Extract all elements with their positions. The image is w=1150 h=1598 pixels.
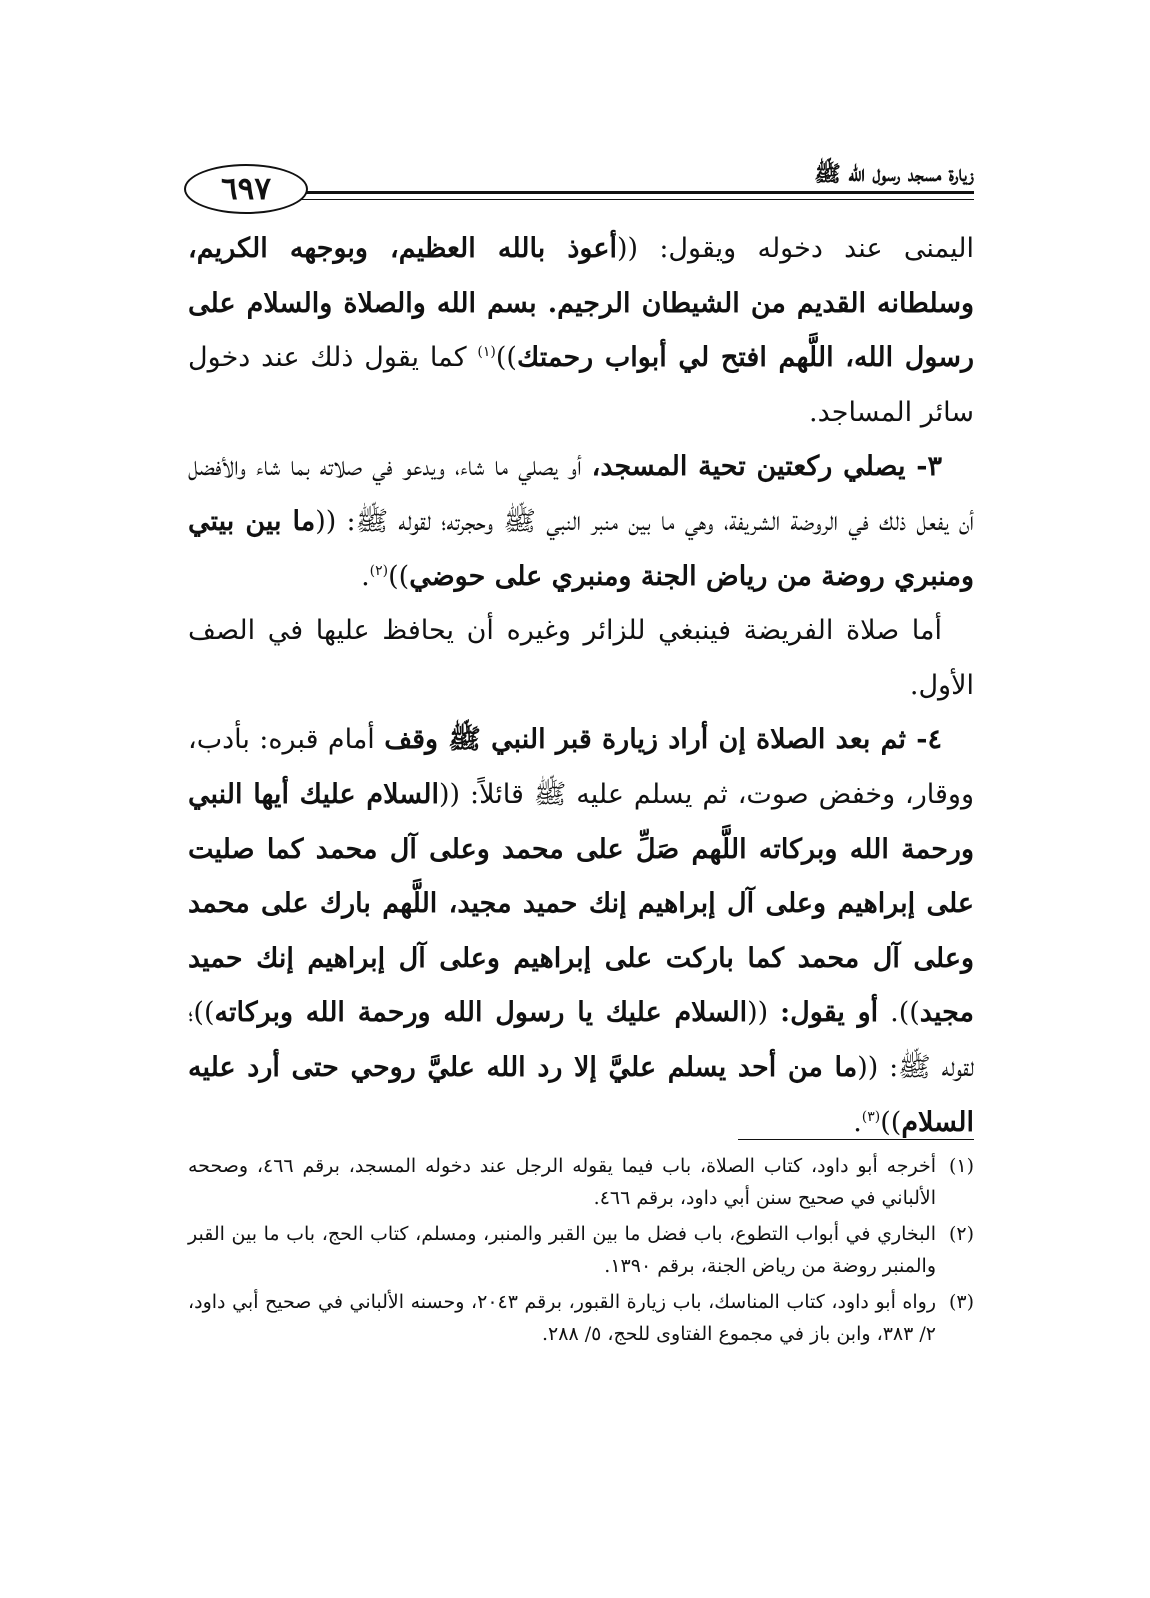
text-run: ((: [747, 997, 781, 1029]
text-run: ))؛ لقوله ﷺ: ((: [188, 997, 974, 1083]
text-run: )).: [878, 997, 920, 1029]
footnote-1: [188, 1150, 974, 1214]
bold-run: السلام عليك أيها النبي ورحمة الله وبركاته اللَّهم صَلِّ على محمد وعلى آل محمد كما صليت على إبراهيم وعلى آل إبراهيم إنك حميد مجيد، اللَّهم بارك على محمد وعلى آل محمد كما باركت على إبراهيم وعلى آل إبراهيم إنك حميد مجيد: [188, 778, 974, 1029]
paragraph-1: [188, 222, 974, 440]
footnote-text: أخرجه أبو داود، كتاب الصلاة، باب فيما يقوله الرجل عند دخوله المسجد، برقم ٤٦٦، وصححه الألباني في صحيح سنن أبي داود، برقم ٤٦٦.: [188, 1155, 937, 1209]
footnote-number: (١): [948, 1155, 974, 1177]
bold-run: ٤- ثم بعد الصلاة إن أراد زيارة قبر النبي ﷺ وقف: [384, 724, 942, 756]
footnote-separator: [738, 1139, 974, 1140]
footnote-text: البخاري في أبواب التطوع، باب فضل ما بين القبر والمنبر، ومسلم، كتاب الحج، باب ما بين القبر والمنبر روضة من رياض الجنة، برقم ١٣٩٠.: [188, 1223, 936, 1277]
bold-run: أو يقول:: [780, 997, 879, 1029]
bold-run: أعوذ بالله العظيم، وبوجهه الكريم، وسلطانه القديم من الشيطان الرجيم. بسم الله والصلاة والسلام على رسول الله، اللَّهم افتح لي أبواب رحمتك: [188, 233, 975, 374]
footnote-number: (٣): [948, 1291, 974, 1313]
text-run: )): [388, 560, 410, 592]
text-run: اليمنى عند دخوله ويقول: ((: [616, 233, 974, 264]
header-rule-thin: [300, 199, 974, 200]
text-run: أو يصلي ما شاء، ويدعو في صلاته بما شاء والأفضل أن يفعل ذلك في الروضة الشريفة، وهي ما بين منبر النبي ﷺ وحجرته؛ لقوله ﷺ: ((: [188, 451, 974, 537]
footnote-ref-3[interactable]: (٣): [861, 1108, 881, 1125]
footnote-text: رواه أبو داود، كتاب المناسك، باب زيارة القبور، برقم ٢٠٤٣، وحسنه الألباني في صحيح أبي داود، ٢/ ٣٨٣، وابن باز في مجموع الفتاوى للحج، ٥/ ٢٨٨.: [188, 1291, 936, 1345]
paragraph-3: [188, 604, 974, 713]
bold-run: السلام عليك يا رسول الله ورحمة الله وبركاته: [214, 997, 748, 1029]
running-title: زيارة مسجد رسول الله ﷺ: [814, 161, 974, 187]
page-number: ٦٩٧: [221, 171, 271, 207]
footnote-ref-2[interactable]: (٢): [369, 562, 389, 579]
footnote-ref-1[interactable]: (١): [477, 344, 496, 361]
paragraph-4: [188, 713, 974, 1150]
text-run: .: [361, 560, 370, 592]
bold-run: ٣- يصلي ركعتين تحية المسجد،: [591, 451, 943, 483]
footnote-number: (٢): [948, 1223, 974, 1245]
text-run: كما يقول ذلك عند دخول سائر المساجد.: [188, 342, 974, 428]
text-run: )): [880, 1106, 902, 1138]
main-text: [188, 222, 974, 1150]
text-run: .: [853, 1106, 862, 1138]
page-header: [184, 158, 974, 218]
footnotes: [188, 1150, 974, 1354]
bold-run: ما بين بيتي ومنبري روضة من رياض الجنة ومنبري على حوضي: [188, 505, 974, 592]
paragraph-2: [188, 440, 974, 604]
footnote-2: [188, 1218, 974, 1282]
bold-run: ما من أحد يسلم عليَّ إلا رد الله عليَّ روحي حتى أرد عليه السلام: [188, 1051, 974, 1138]
page-number-badge: [184, 164, 308, 214]
text-run: أمام قبره: بأدب، ووقار، وخفض صوت، ثم يسلم عليه ﷺ قائلاً: ((: [188, 724, 974, 810]
footnote-3: [188, 1286, 974, 1350]
text-run: )): [495, 342, 517, 374]
text-run: أما صلاة الفريضة فينبغي للزائر وغيره أن يحافظ عليها في الصف الأول.: [188, 615, 974, 701]
